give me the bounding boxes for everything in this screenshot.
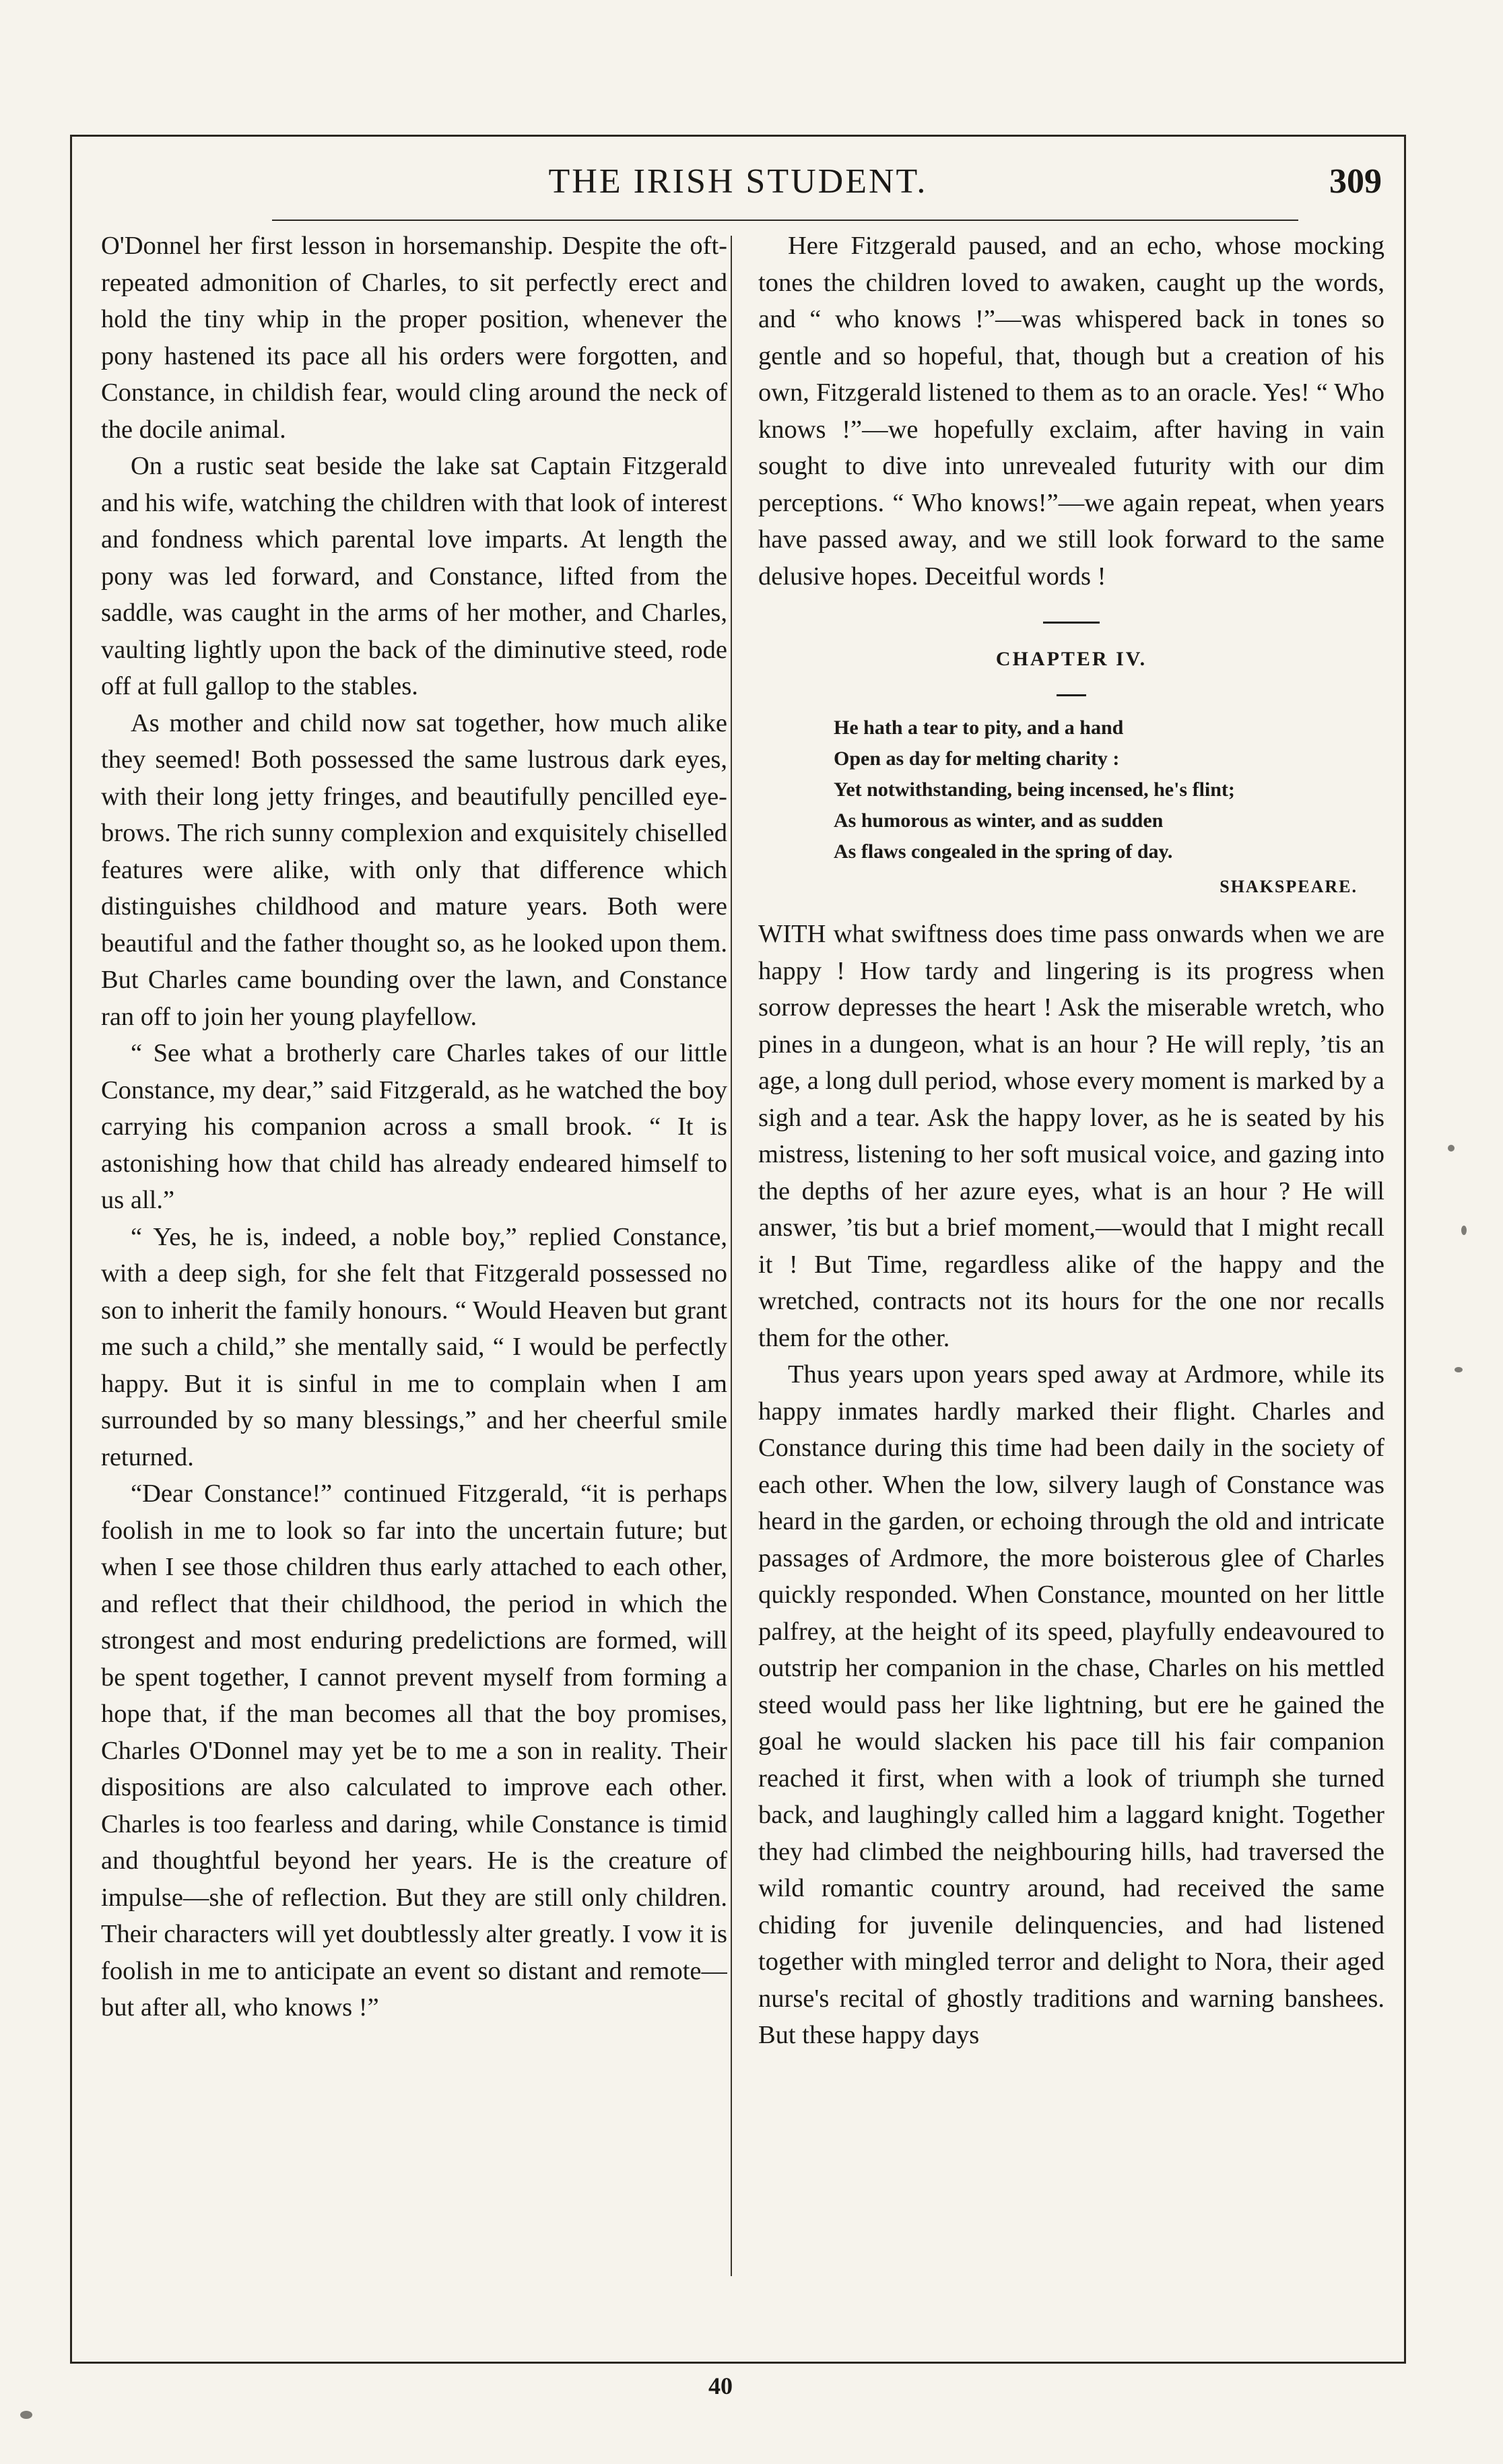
running-head bbox=[70, 162, 1406, 215]
header-rule bbox=[272, 220, 1298, 221]
epigraph-line: He hath a tear to pity, and a hand bbox=[834, 716, 1124, 739]
paragraph: On a rustic seat beside the lake sat Captain Fitzgerald and his wife, watching the children with that look of interest and fondness which parental love imparts. At length the pony was led forward, and Constance, lifted from the saddle, was caught in the arms of her mother, and Charles, vaulting lightly upon the back of the diminutive steed, rode off at full gallop to the stables. bbox=[101, 452, 727, 700]
section-rule bbox=[1043, 622, 1100, 624]
paragraph: “ Yes, he is, indeed, a noble boy,” replied Constance, with a deep sigh, for she felt that Fitzgerald possessed no son to inherit the family honours. “ Would Heaven but grant me such a child,” she mentally said, “ I would be perfectly happy. But it is sinful in me to complain when I am surrounded by so many blessings,” and her cheerful smile returned. bbox=[101, 1222, 727, 1471]
left-column bbox=[101, 228, 727, 2275]
paragraph: “ See what a brotherly care Charles takes of our little Constance, my dear,” said Fitzgerald, as he watched the boy carrying his companion across a small brook. “ It is astonishing how that child has already endeared himself to us all.” bbox=[101, 1039, 727, 1214]
signature-mark: 40 bbox=[708, 2372, 733, 2399]
paragraph: “Dear Constance!” continued Fitzgerald, “it is perhaps foolish in me to look so far into the uncertain future; but when I see those children thus early attached to each other, and reflect that their childhood, the period in which the strongest and most enduring predelictions are formed, will be spent together, I cannot prevent myself from forming a hope that, if the man becomes all that the boy promises, Charles O'Donnel may yet be to me a son in reality. Their dispositions are also calculated to improve each other. Charles is too fearless and daring, while Constance is timid and thoughtful beyond her years. He is the creature of impulse—she of reflection. But they are still only children. Their characters will yet doubtlessly alter greatly. I vow it is foolish in me to anticipate an event so distant and remote—but after all, who knows !” bbox=[101, 1479, 727, 2022]
epigraph-line: Yet notwithstanding, being incensed, he's flint; bbox=[834, 778, 1235, 801]
epigraph-line: Open as day for melting charity : bbox=[834, 747, 1120, 770]
chapter-rule bbox=[1057, 694, 1086, 696]
paragraph: Thus years upon years sped away at Ardmore, while its happy inmates hardly marked their flight. Charles and Constance during this time had been daily in the society of each other. When the low, silvery laugh of Constance was heard in the garden, or echoing through the old and intricate passages of Ardmore, the more boisterous glee of Charles quickly responded. When Constance, mounted on her little palfrey, at the height of its speed, playfully endeavoured to outstrip her companion in the chase, Charles on his mettled steed would pass her like lightning, but ere he gained the goal he would slacken his pace till his fair companion reached it first, when with a look of triumph she turned back, and laughingly called him a laggard knight. Together they had climbed the neighbouring hills, had traversed the wild romantic country around, had received the same chiding for juvenile delinquencies, and had listened together with mingled terror and delight to Nora, their aged nurse's recital of ghostly traditions and warning banshees. But these happy days bbox=[758, 1360, 1384, 2049]
paragraph: WITH what swiftness does time pass onwards when we are happy ! How tardy and lingering is its progress when sorrow depresses the heart ! Ask the miserable wretch, who pines in a dungeon, what is an hour ? He will reply, ’tis an age, a long dull period, whose every moment is marked by a sigh and a tear. Ask the happy lover, as he is seated by his mistress, listening to her soft musical voice, and gazing into the depths of her azure eyes, what is an hour ? He will answer, ’tis but a brief moment,—would that I might recall it ! But Time, regardless alike of the happy and the wretched, contracts not its hours for the one nor recalls them for the other. bbox=[758, 920, 1384, 1352]
right-column bbox=[758, 228, 1384, 2275]
epigraph-line: As humorous as winter, and as sudden bbox=[834, 809, 1164, 832]
column-divider bbox=[731, 236, 732, 2276]
scan-artifact bbox=[1461, 1226, 1467, 1235]
scan-artifact bbox=[20, 2411, 32, 2419]
scan-artifact bbox=[1455, 1367, 1463, 1372]
paragraph: Here Fitzgerald paused, and an echo, whose mocking tones the children loved to awaken, caught up the words, and “ who knows !”—was whispered back in tones so gentle and so hopeful, that, though but a creation of his own, Fitzgerald listened to them as to an oracle. Yes! “ Who knows !”—we hopefully exclaim, after having in vain sought to dive into unrevealed futurity with our dim perceptions. “ Who knows!”—we again repeat, when years have passed away, and we still look forward to the same delusive hopes. Deceitful words ! bbox=[758, 232, 1384, 591]
epigraph-line: As flaws congealed in the spring of day. bbox=[834, 840, 1173, 863]
paragraph: O'Donnel her first lesson in horsemanship. Despite the oft-repeated admonition of Charles, to sit perfectly erect and hold the tiny whip in the proper position, whenever the pony hastened its pace all his orders were forgotten, and Constance, in childish fear, would cling around the neck of the docile animal. bbox=[101, 232, 727, 444]
scan-artifact bbox=[1448, 1145, 1455, 1152]
epigraph-attribution: SHAKSPEARE. bbox=[1220, 876, 1358, 896]
paragraph: As mother and child now sat together, how much alike they seemed! Both possessed the same lustrous dark eyes, with their long jetty fringes, and beautifully pencilled eye-brows. The rich sunny complexion and exquisitely chiselled features were alike, with only that difference which distinguishes childhood and mature years. Both were beautiful and the father thought so, as he looked upon them. But Charles came bounding over the lawn, and Constance ran off to join her young playfellow. bbox=[101, 708, 727, 1031]
page-number: 309 bbox=[1329, 162, 1382, 201]
chapter-heading: CHAPTER IV. bbox=[995, 648, 1147, 670]
running-title: THE IRISH STUDENT. bbox=[548, 162, 928, 201]
epigraph bbox=[834, 712, 1384, 867]
